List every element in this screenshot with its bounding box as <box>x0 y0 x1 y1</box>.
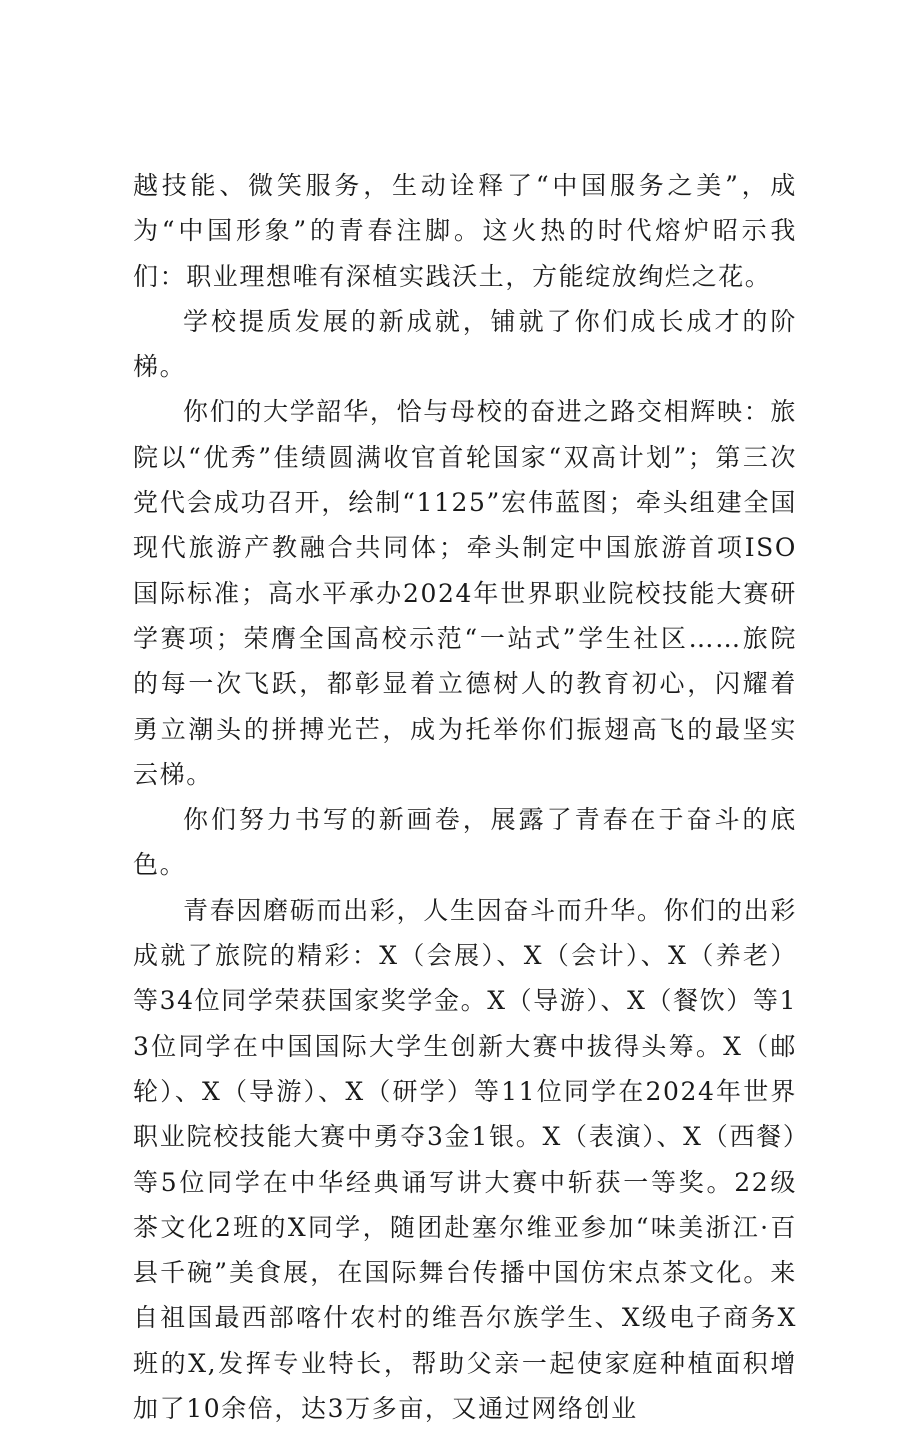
paragraph-continued-text: 越技能、微笑服务，生动诠释了“中国服务之美”，成为“中国形象”的青春注脚。这火热的时代熔炉昭示我们：职业理想唯有深植实践沃土，方能绽放绚烂之花。 <box>133 171 797 291</box>
paragraph-school-achievements: 你们的大学韶华，恰与母校的奋进之路交相辉映：旅院以“优秀”佳绩圆满收官首轮国家“双高计划”；第三次党代会成功召开，绘制“1125”宏伟蓝图；牵头组建全国现代旅游产教融合共同体；牵头制定中国旅游首项ISO国际标准；高水平承办2024年世界职业院校技能大赛研学赛项；荣膺全国高校示范“一站式”学生社区……旅院的每一次飞跃，都彰显着立德树人的教育初心，闪耀着勇立潮头的拼搏光芒，成为托举你们振翅高飞的最坚实云梯。 <box>133 397 797 789</box>
paragraph-student-achievements: 青春因磨砺而出彩，人生因奋斗而升华。你们的出彩成就了旅院的精彩：X（会展）、X（会计）、X（养老）等34位同学荣获国家奖学金。X（导游）、X（餐饮）等13位同学在中国国际大学生创新大赛中拔得头筹。X（邮轮）、X（导游）、X（研学）等11位同学在2024年世界职业院校技能大赛中勇夺3金1银。X（表演）、X（西餐）等5位同学在中华经典诵写讲大赛中斩获一等奖。22级茶文化2班的X同学，随团赴塞尔维亚参加“味美浙江·百县千碗”美食展，在国际舞台传播中国仿宋点茶文化。来自祖国最西部喀什农村的维吾尔族学生、X级电子商务X班的X,发挥专业特长，帮助父亲一起使家庭种植面积增加了10余倍，达3万多亩，又通过网络创业 <box>133 895 798 1424</box>
paragraph-student-achievements-heading: 你们努力书写的新画卷，展露了青春在于奋斗的底色。 <box>133 805 797 880</box>
document-body <box>133 163 797 1431</box>
paragraph-school-achievements-heading: 学校提质发展的新成就，铺就了你们成长成才的阶梯。 <box>133 306 797 382</box>
